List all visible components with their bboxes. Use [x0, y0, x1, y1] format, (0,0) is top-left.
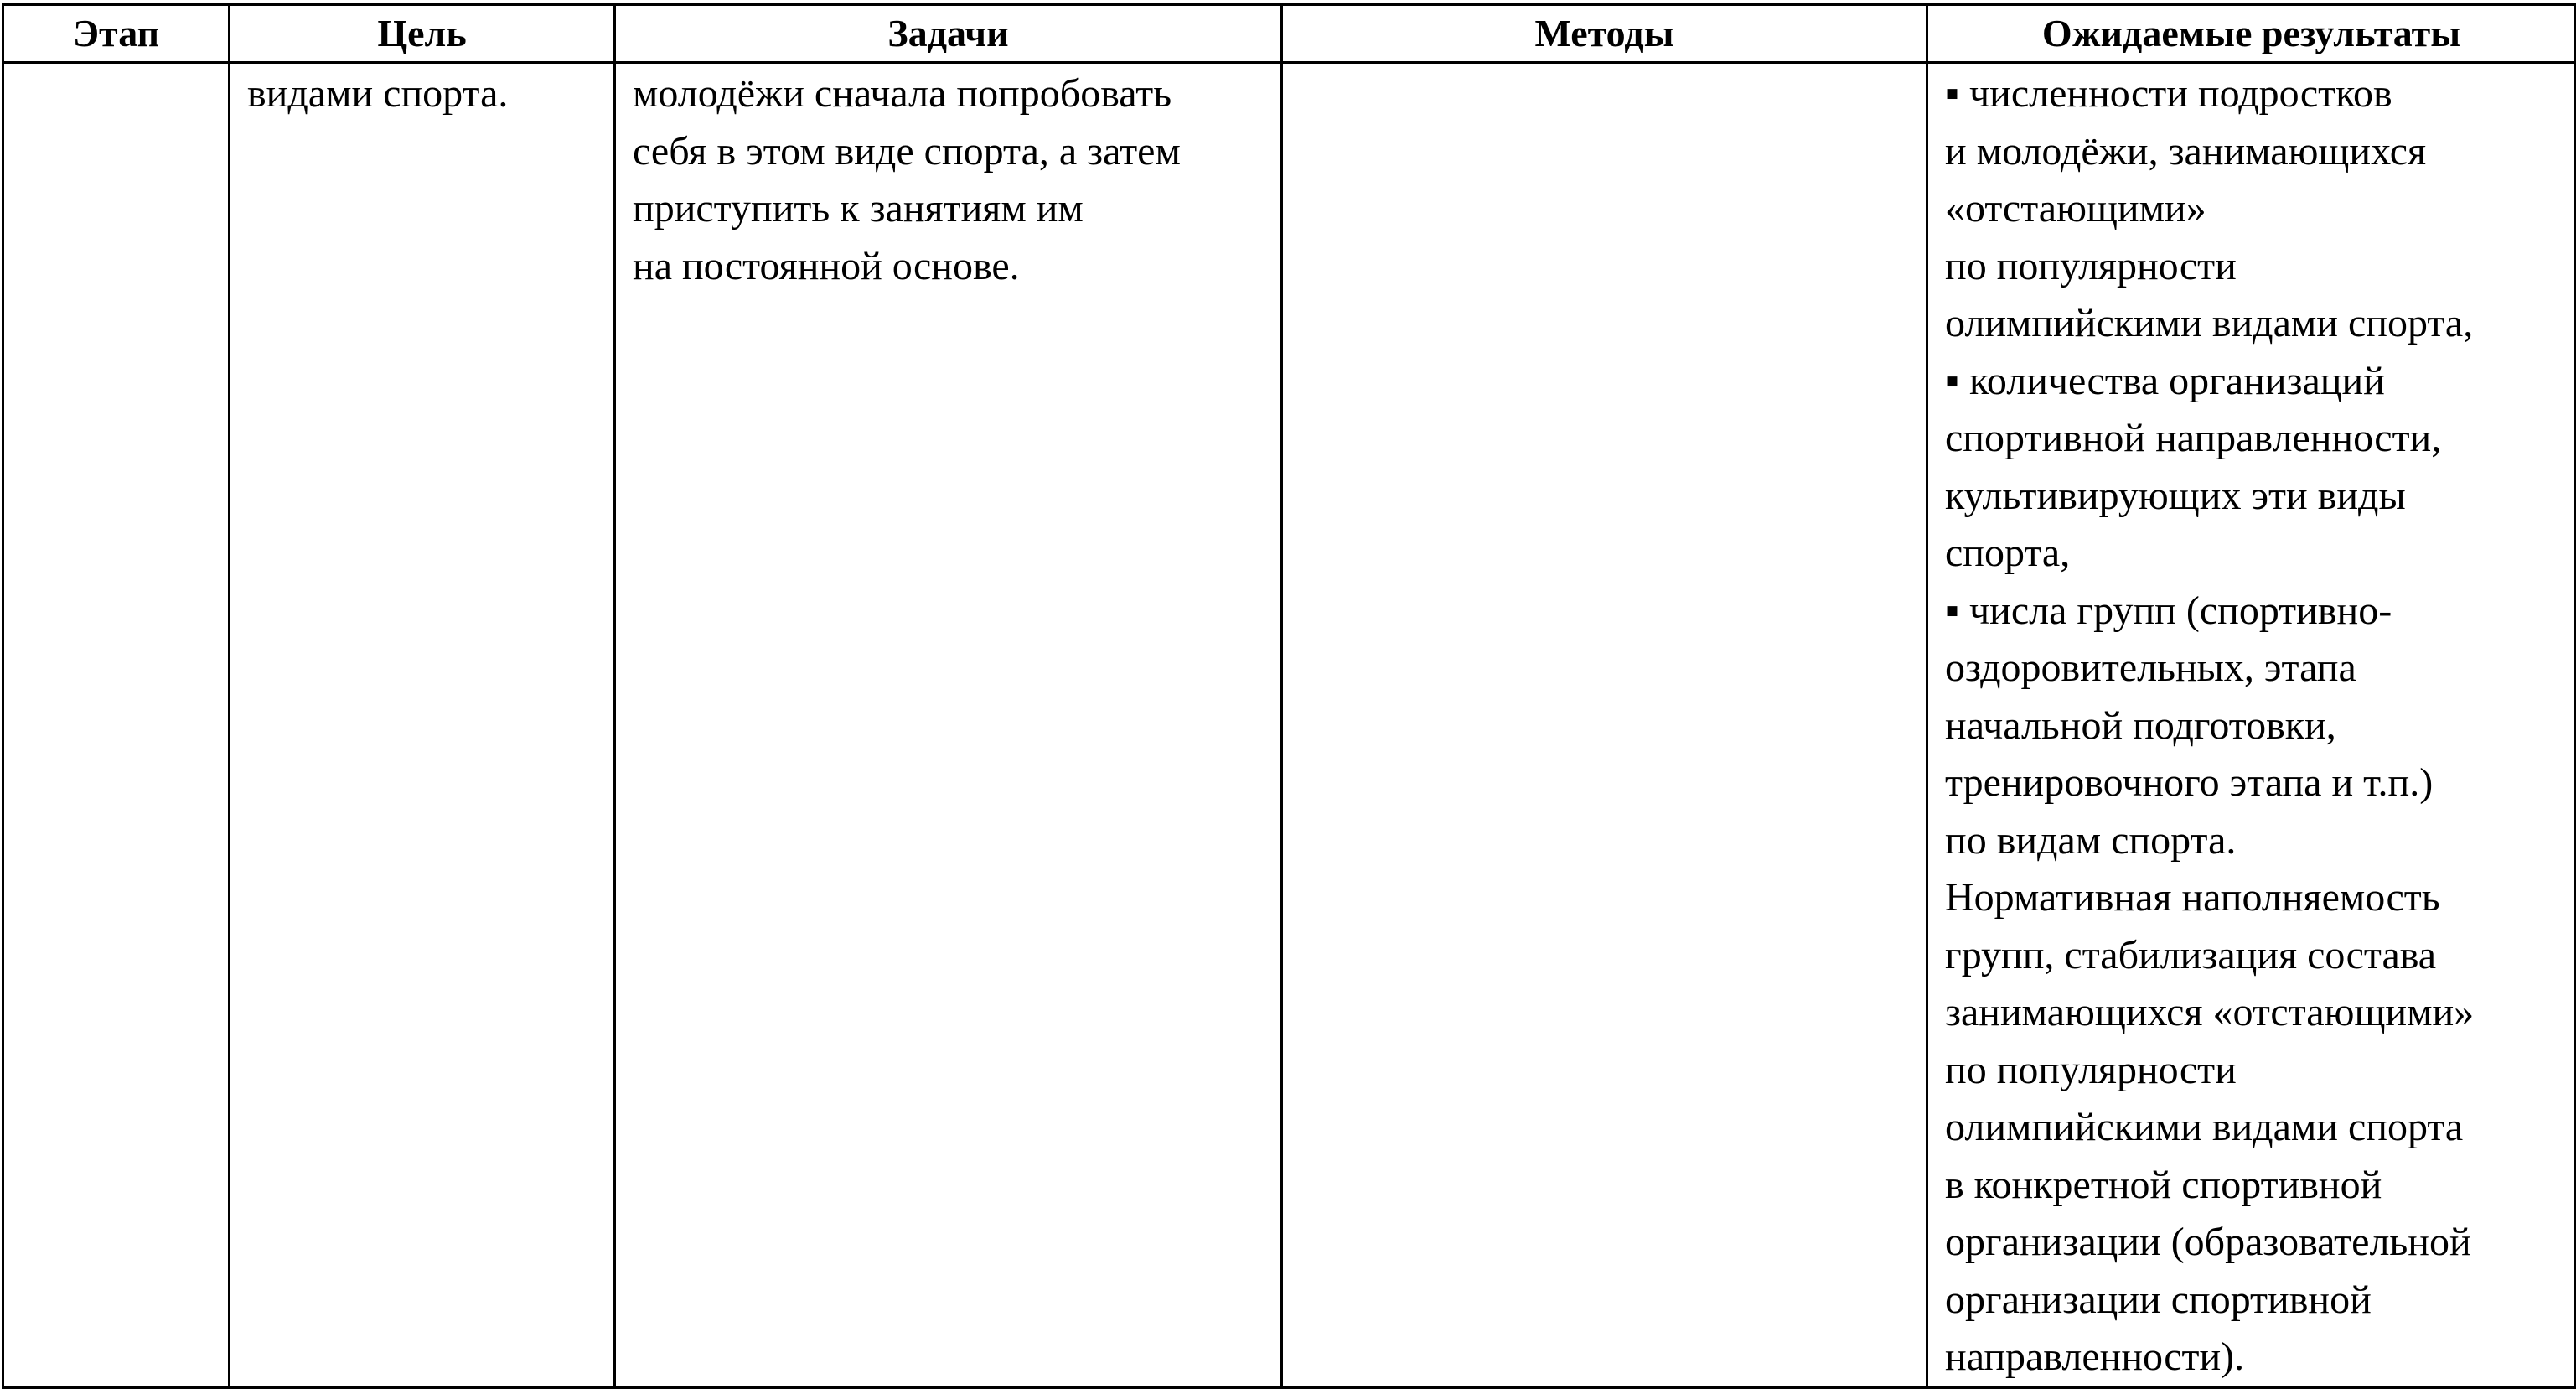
cell-text-line: ▪ численности подростков — [1945, 71, 2392, 116]
cell-text-line: ▪ количества организаций — [1945, 358, 2385, 403]
cell-text-line: занимающихся «отстающими» — [1945, 990, 2475, 1034]
cell-text-line: молодёжи сначала попробовать — [633, 71, 1172, 116]
program-table — [2, 3, 2576, 1389]
cell-tasks — [615, 63, 1282, 1388]
cell-text-line: оздоровительных, этапа — [1945, 645, 2356, 690]
header-row — [3, 5, 2576, 63]
cell-text-line: культивирующих эти виды — [1945, 473, 2406, 518]
header-goal: Цель — [230, 5, 615, 63]
cell-text-line: тренировочного этапа и т.п.) — [1945, 760, 2434, 805]
cell-text-line: организации спортивной — [1945, 1277, 2372, 1322]
cell-stage — [3, 63, 230, 1388]
cell-text-line: олимпийскими видами спорта, — [1945, 301, 2474, 345]
cell-text-line: олимпийскими видами спорта — [1945, 1105, 2464, 1149]
cell-text-line: «отстающими» — [1945, 186, 2206, 231]
cell-results — [1927, 63, 2576, 1388]
header-tasks: Задачи — [615, 5, 1282, 63]
cell-text-line: Нормативная наполняемость — [1945, 875, 2440, 920]
cell-goal — [230, 63, 615, 1388]
cell-text-line: в конкретной спортивной — [1945, 1162, 2382, 1207]
cell-text-line: по популярности — [1945, 243, 2237, 288]
cell-text-line: себя в этом виде спорта, а затем — [633, 128, 1181, 174]
header-results: Ожидаемые результаты — [1927, 5, 2576, 63]
cell-text-line: направленности). — [1945, 1335, 2245, 1379]
cell-text-line: ▪ числа групп (спортивно- — [1945, 588, 2392, 633]
cell-methods — [1282, 63, 1927, 1388]
cell-text-line: спортивной направленности, — [1945, 416, 2442, 460]
cell-text-line: по популярности — [1945, 1047, 2237, 1092]
cell-text-line: на постоянной основе. — [633, 243, 1020, 288]
cell-text-line: и молодёжи, занимающихся — [1945, 128, 2427, 174]
table-row — [3, 63, 2576, 1388]
cell-text-line: начальной подготовки, — [1945, 702, 2336, 748]
header-stage: Этап — [3, 5, 230, 63]
cell-text-line: организации (образовательной — [1945, 1220, 2471, 1264]
header-methods: Методы — [1282, 5, 1927, 63]
cell-text-line: по видам спорта. — [1945, 817, 2237, 863]
cell-text-line: приступить к занятиям им — [633, 186, 1084, 231]
cell-text-line: спорта, — [1945, 531, 2071, 575]
cell-text-line: групп, стабилизация состава — [1945, 932, 2437, 977]
cell-text-line: видами спорта. — [247, 71, 509, 116]
